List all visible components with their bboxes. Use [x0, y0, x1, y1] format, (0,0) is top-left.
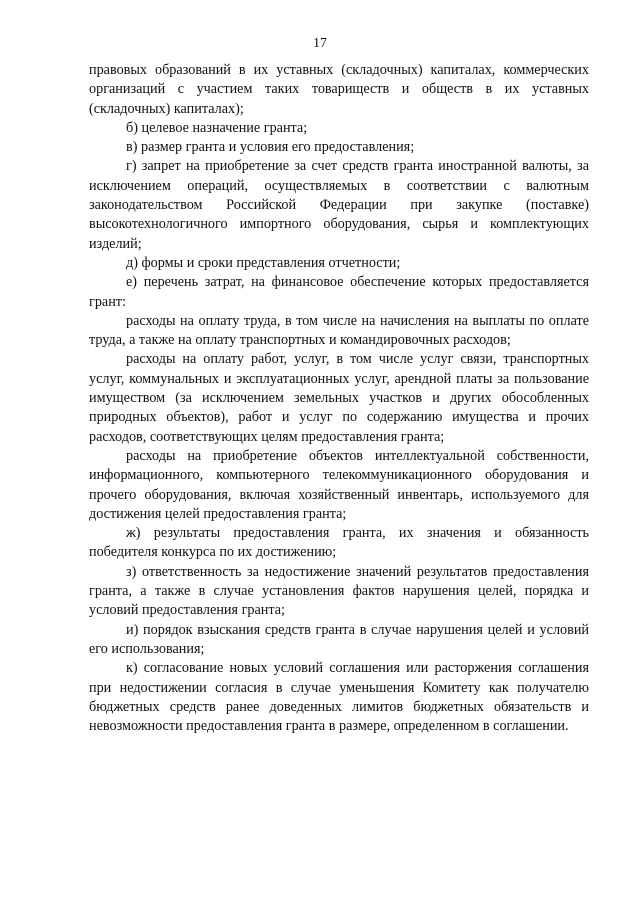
paragraph-item-d: д) формы и сроки представления отчетности;	[126, 254, 401, 271]
paragraph-item-k: к) согласование новых условий соглашения или расторжения соглашения при недостижении согласия в случае уменьшения Комитету как получателю бюджетных средств ранее доведенных лимитов бюджетных обязательств и невозможности предоставления гранта в размере, определенном в соглашении.	[89, 660, 589, 735]
paragraph-item-zh: ж) результаты предоставления гранта, их значения и обязанность победителя конкурса по их достижению;	[89, 525, 589, 561]
page-number: 17	[313, 36, 327, 51]
paragraph-item-z: з) ответственность за недостижение значений результатов предоставления гранта, а также в случае установления фактов нарушения целей, порядка и условий предоставления гранта;	[89, 563, 589, 619]
paragraph-item-g: г) запрет на приобретение за счет средств гранта иностранной валюты, за исключением операций, осуществляемых в соответствии с валютным законодательством Российской Федерации при закупке (поставке) высокотехнологичного импортного оборудования, сырья и комплектующих изделий;	[89, 158, 589, 252]
paragraph-continuation: правовых образований в их уставных (складочных) капиталах, коммерческих организаций с участием таких товариществ и обществ в их уставных (складочных) капиталах);	[89, 62, 589, 117]
paragraph-expense-equipment: расходы на приобретение объектов интеллектуальной собственности, информационного, компьютерного телекоммуникационного оборудования и прочего оборудования, включая хозяйственный инвентарь, используемого для достижения целей предоставления гранта;	[89, 447, 589, 522]
paragraph-expense-labor: расходы на оплату труда, в том числе на начисления на выплаты по оплате труда, а также на оплату транспортных и командировочных расходов;	[89, 312, 589, 349]
document-body	[89, 61, 589, 736]
paragraph-item-b: б) целевое назначение гранта;	[126, 119, 308, 136]
paragraph-expense-services: расходы на оплату работ, услуг, в том числе услуг связи, транспортных услуг, коммунальных и эксплуатационных услуг, арендной платы за пользование имуществом (за исключением земельных участков и других обособленных природных объектов), работ и услуг по содержанию имущества и прочих расходов, соответствующих целям предоставления гранта;	[89, 351, 589, 445]
paragraph-item-i: и) порядок взыскания средств гранта в случае нарушения целей и условий его использования;	[89, 621, 589, 657]
paragraph-item-e: е) перечень затрат, на финансовое обеспечение которых предоставляется грант:	[89, 274, 589, 310]
paragraph-item-v: в) размер гранта и условия его предоставления;	[126, 139, 415, 156]
